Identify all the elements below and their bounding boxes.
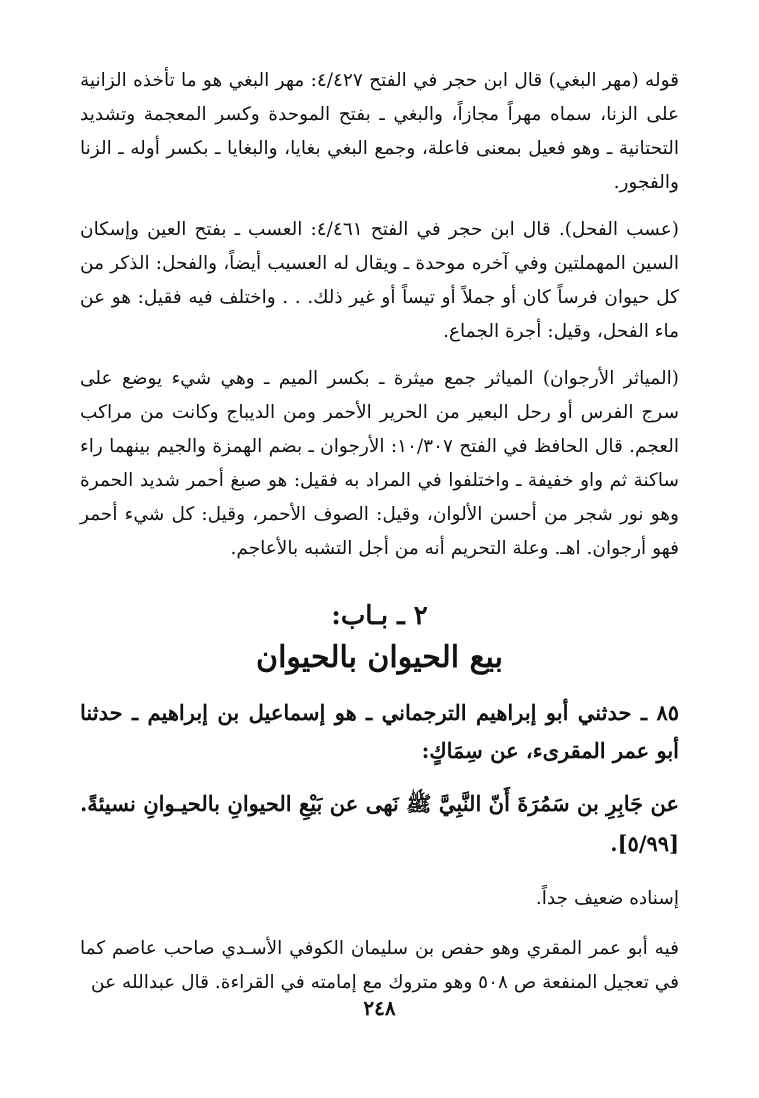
footnote-al-mayathir: (المياثر الأرجوان) المياثر جمع ميثرة ـ بكسر الميم ـ وهي شيء يوضع على سرج الفرس أو رحل البعير من الحرير الأحمر ومن الديباج وكانت من مراكب العجم. قال الحافظ في الفتح ١٠/٣٠٧: الأرجوان ـ بضم الهمزة والجيم بينهما راء ساكنة ثم واو خفيفة ـ واختلفوا في المراد به فقيل: هو صبغ أحمر شديد الحمرة وهو نور شجر من أحسن الألوان، وقيل: الصوف الأحمر، وقيل: كل شيء أحمر فهو أرجوان. اهـ. وعلة التحريم أنه من أجل التشبه بالأعاجم. [80,368,679,559]
chapter-title: بيع الحيوان بالحيوان [256,640,503,675]
hadith-isnad: ٨٥ ـ حدثني أبو إبراهيم الترجماني ـ هو إسماعيل بن إبراهيم ـ حدثنا أبو عمر المقرىء، عن سِمَاكٍ: [80,700,679,763]
hadith-commentary: فيه أبو عمر المقري وهو حفص بن سليمان الكوفي الأسـدي صاحب عاصم كما في تعجيل المنفعة ص ٥٠٨ وهو متروك مع إمامته في القراءة. قال عبدالله عن [80,938,679,993]
chapter-heading [80,596,679,680]
hadith-matn: عن جَابِرِ بن سَمُرَةَ أَنّ النَّبِيَّ ﷺ نَهى عن بَيْعِ الحيوانِ بالحيـوانِ نسيئةً. [٥/٩٩]. [80,791,679,856]
chapter-number: ٢ ـ بـاب: [331,601,428,631]
hadith-grade: إسناده ضعيف جداً. [535,888,679,909]
page-number: ٢٤٨ [363,996,396,1020]
footnote-mahr-al-baghi: قوله (مهر البغي) قال ابن حجر في الفتح ٤/٤٢٧: مهر البغي هو ما تأخذه الزانية على الزنا، سماه مهراً مجازاً، والبغي ـ بفتح الموحدة وكسر المعجمة وتشديد التحتانية ـ وهو فعيل بمعنى فاعلة، وجمع البغي بغايا، والبغايا ـ بكسر أوله ـ الزنا والفجور. [80,70,679,193]
footnote-asb-al-fahl: (عسب الفحل). قال ابن حجر في الفتح ٤/٤٦١: العسب ـ بفتح العين وإسكان السين المهملتين وفي آخره موحدة ـ ويقال له العسيب أيضاً، والفحل: الذكر من كل حيوان فرساً كان أو جملاً أو تيساً أو غير ذلك. . . واختلف فيه فقيل: هو عن ماء الفحل، وقيل: أجرة الجماع. [80,219,680,342]
